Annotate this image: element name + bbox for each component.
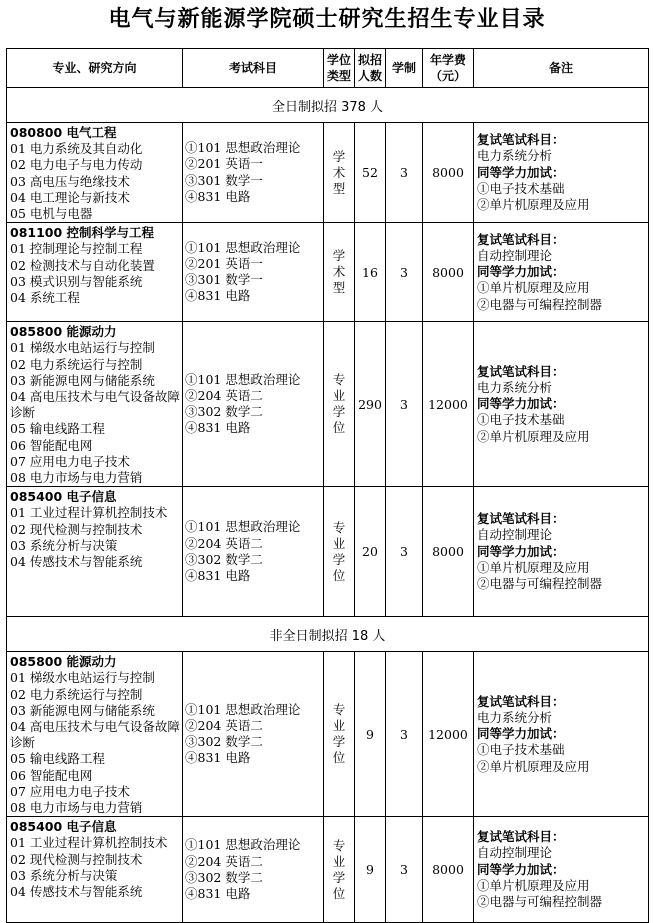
- note-cell: [474, 123, 649, 223]
- research-direction: 01 控制理论与控制工程: [10, 241, 143, 257]
- major-cell: [7, 652, 183, 817]
- research-direction: 08 电力市场与电力营销: [10, 800, 143, 816]
- major-cell: [7, 487, 183, 617]
- fee-cell: 8000: [423, 487, 474, 617]
- exam-subject: ④831 电路: [185, 420, 251, 436]
- research-direction: 01 梯级水电站运行与控制: [10, 340, 155, 356]
- note-cell: [474, 817, 649, 923]
- years-cell: 3: [386, 652, 423, 817]
- degree-type: 学术型: [332, 248, 346, 296]
- note-cell: [474, 487, 649, 617]
- header-row: [7, 49, 649, 88]
- note-line: 复试笔试科目：: [477, 829, 565, 845]
- major-cell: [7, 223, 183, 322]
- note-line: 复试笔试科目：: [477, 363, 565, 379]
- header-years: 学制: [386, 49, 423, 88]
- note-line: 同等学力加试：: [477, 726, 565, 742]
- research-direction: 07 应用电力电子技术: [10, 783, 130, 799]
- years-cell: 3: [386, 322, 423, 487]
- research-direction: 01 梯级水电站运行与控制: [10, 670, 155, 686]
- exam-subject: ③302 数学二: [185, 551, 263, 567]
- research-direction: 02 现代检测与控制技术: [10, 521, 143, 537]
- note-line: 自动控制理论: [477, 527, 553, 543]
- header-major: 专业、研究方向: [7, 49, 183, 88]
- research-direction: 05 输电线路工程: [10, 421, 105, 437]
- note-line: ②单片机原理及应用: [477, 196, 590, 212]
- note-line: ①单片机原理及应用: [477, 280, 590, 296]
- exam-subject: ③301 数学一: [185, 172, 263, 188]
- research-direction: 05 电机与电器: [10, 206, 93, 222]
- exam-subject: ④831 电路: [185, 288, 251, 304]
- research-direction: 02 电力系统运行与控制: [10, 686, 143, 702]
- note-cell: [474, 223, 649, 322]
- research-direction: 03 新能源电网与储能系统: [10, 372, 155, 388]
- note-line: 电力系统分析: [477, 379, 553, 395]
- exam-subject: ②204 英语二: [185, 388, 263, 404]
- note-line: 复试笔试科目：: [477, 693, 565, 709]
- subjects-cell: [183, 487, 324, 617]
- degree-cell: [324, 322, 355, 487]
- subjects-cell: [183, 223, 324, 322]
- note-line: 同等学力加试：: [477, 543, 565, 559]
- quota-cell: 9: [355, 817, 386, 923]
- quota-cell: 9: [355, 652, 386, 817]
- exam-subject: ④831 电路: [185, 567, 251, 583]
- note-line: 复试笔试科目：: [477, 231, 565, 247]
- exam-subject: ①101 思想政治理论: [185, 701, 301, 717]
- exam-subject: ②204 英语二: [185, 535, 263, 551]
- research-direction: 03 新能源电网与储能系统: [10, 702, 155, 718]
- table-row: [7, 123, 649, 223]
- exam-subject: ③302 数学二: [185, 404, 263, 420]
- research-direction: 08 电力市场与电力营销: [10, 470, 143, 486]
- subjects-cell: [183, 322, 324, 487]
- research-direction: 03 系统分析与决策: [10, 867, 118, 883]
- exam-subject: ③302 数学二: [185, 869, 263, 885]
- note-line: 复试笔试科目：: [477, 511, 565, 527]
- major-name: 085800 能源动力: [10, 654, 117, 670]
- table-row: [7, 652, 649, 817]
- note-line: ②单片机原理及应用: [477, 758, 590, 774]
- note-line: 同等学力加试：: [477, 264, 565, 280]
- exam-subject: ②204 英语二: [185, 853, 263, 869]
- degree-type: 专业学位: [332, 519, 346, 583]
- section-label: 全日制拟招 378 人: [7, 88, 649, 123]
- note-cell: [474, 652, 649, 817]
- exam-subject: ①101 思想政治理论: [185, 371, 301, 387]
- research-direction: 01 工业过程计算机控制技术: [10, 505, 168, 521]
- degree-type: 学术型: [332, 148, 346, 196]
- note-line: ②电器与可编程控制器: [477, 576, 603, 592]
- research-direction: 04 电工理论与新技术: [10, 189, 130, 205]
- research-direction: 02 检测技术与自动化装置: [10, 257, 155, 273]
- exam-subject: ①101 思想政治理论: [185, 519, 301, 535]
- note-line: 自动控制理论: [477, 247, 553, 263]
- exam-subject: ①101 思想政治理论: [185, 140, 301, 156]
- exam-subject: ②201 英语一: [185, 256, 263, 272]
- table-row: [7, 487, 649, 617]
- exam-subject: ④831 电路: [185, 750, 251, 766]
- section-row: [7, 617, 649, 652]
- research-direction: 01 工业过程计算机控制技术: [10, 835, 168, 851]
- degree-cell: [324, 817, 355, 923]
- table-row: [7, 322, 649, 487]
- research-direction: 05 输电线路工程: [10, 751, 105, 767]
- note-line: ①单片机原理及应用: [477, 559, 590, 575]
- exam-subject: ②204 英语二: [185, 718, 263, 734]
- header-subjects: 考试科目: [183, 49, 324, 88]
- research-direction: 02 现代检测与控制技术: [10, 851, 143, 867]
- note-line: 电力系统分析: [477, 148, 553, 164]
- exam-subject: ②201 英语一: [185, 156, 263, 172]
- quota-cell: 20: [355, 487, 386, 617]
- research-direction: 04 传感技术与智能系统: [10, 884, 143, 900]
- research-direction: 01 电力系统及其自动化: [10, 141, 143, 157]
- header-fee: 年学费（元）: [423, 49, 474, 88]
- years-cell: 3: [386, 487, 423, 617]
- research-direction: 03 模式识别与智能系统: [10, 273, 143, 289]
- years-cell: 3: [386, 817, 423, 923]
- research-direction: 04 高电压技术与电气设备故障诊断: [10, 389, 180, 421]
- table-row: [7, 817, 649, 923]
- research-direction: 07 应用电力电子技术: [10, 453, 130, 469]
- table-row: [7, 223, 649, 322]
- fee-cell: 12000: [423, 322, 474, 487]
- degree-cell: [324, 652, 355, 817]
- quota-cell: 52: [355, 123, 386, 223]
- header-quota: 拟招人数: [355, 49, 386, 88]
- degree-cell: [324, 123, 355, 223]
- note-line: ②电器与可编程控制器: [477, 296, 603, 312]
- degree-type: 专业学位: [332, 837, 346, 901]
- years-cell: 3: [386, 123, 423, 223]
- note-line: 复试笔试科目：: [477, 132, 565, 148]
- note-cell: [474, 322, 649, 487]
- research-direction: 02 电力电子与电力传动: [10, 157, 143, 173]
- fee-cell: 8000: [423, 817, 474, 923]
- note-line: ①单片机原理及应用: [477, 877, 590, 893]
- research-direction: 02 电力系统运行与控制: [10, 356, 143, 372]
- exam-subject: ①101 思想政治理论: [185, 239, 301, 255]
- research-direction: 04 传感技术与智能系统: [10, 554, 143, 570]
- section-row: [7, 88, 649, 123]
- research-direction: 04 高电压技术与电气设备故障诊断: [10, 719, 180, 751]
- fee-cell: 12000: [423, 652, 474, 817]
- research-direction: 03 高电压与绝缘技术: [10, 173, 130, 189]
- note-line: ①电子技术基础: [477, 180, 565, 196]
- major-name: 085400 电子信息: [10, 819, 117, 835]
- degree-type: 专业学位: [332, 702, 346, 766]
- catalog-table: [6, 48, 649, 923]
- exam-subject: ③302 数学二: [185, 734, 263, 750]
- note-line: ①电子技术基础: [477, 742, 565, 758]
- note-line: 同等学力加试：: [477, 396, 565, 412]
- subjects-cell: [183, 652, 324, 817]
- major-cell: [7, 817, 183, 923]
- fee-cell: 8000: [423, 123, 474, 223]
- major-cell: [7, 123, 183, 223]
- degree-cell: [324, 223, 355, 322]
- exam-subject: ③301 数学一: [185, 272, 263, 288]
- header-degree: 学位类型: [324, 49, 355, 88]
- research-direction: 06 智能配电网: [10, 437, 93, 453]
- years-cell: 3: [386, 223, 423, 322]
- subjects-cell: [183, 817, 324, 923]
- research-direction: 03 系统分析与决策: [10, 537, 118, 553]
- subjects-cell: [183, 123, 324, 223]
- quota-cell: 16: [355, 223, 386, 322]
- degree-cell: [324, 487, 355, 617]
- exam-subject: ④831 电路: [185, 885, 251, 901]
- note-line: 自动控制理论: [477, 845, 553, 861]
- major-name: 085400 电子信息: [10, 489, 117, 505]
- quota-cell: 290: [355, 322, 386, 487]
- major-name: 080800 电气工程: [10, 125, 117, 140]
- note-line: 同等学力加试：: [477, 861, 565, 877]
- exam-subject: ①101 思想政治理论: [185, 837, 301, 853]
- exam-subject: ④831 电路: [185, 188, 251, 204]
- major-name: 085800 能源动力: [10, 324, 117, 340]
- note-line: ②单片机原理及应用: [477, 428, 590, 444]
- major-name: 081100 控制科学与工程: [10, 225, 155, 241]
- degree-type: 专业学位: [332, 372, 346, 436]
- major-cell: [7, 322, 183, 487]
- note-line: 电力系统分析: [477, 709, 553, 725]
- note-line: ①电子技术基础: [477, 412, 565, 428]
- note-line: ②电器与可编程控制器: [477, 894, 603, 910]
- research-direction: 06 智能配电网: [10, 767, 93, 783]
- note-line: 同等学力加试：: [477, 164, 565, 180]
- header-note: 备注: [474, 49, 649, 88]
- section-label: 非全日制拟招 18 人: [7, 617, 649, 652]
- research-direction: 04 系统工程: [10, 290, 80, 306]
- fee-cell: 8000: [423, 223, 474, 322]
- page-title: 电气与新能源学院硕士研究生招生专业目录: [108, 7, 546, 32]
